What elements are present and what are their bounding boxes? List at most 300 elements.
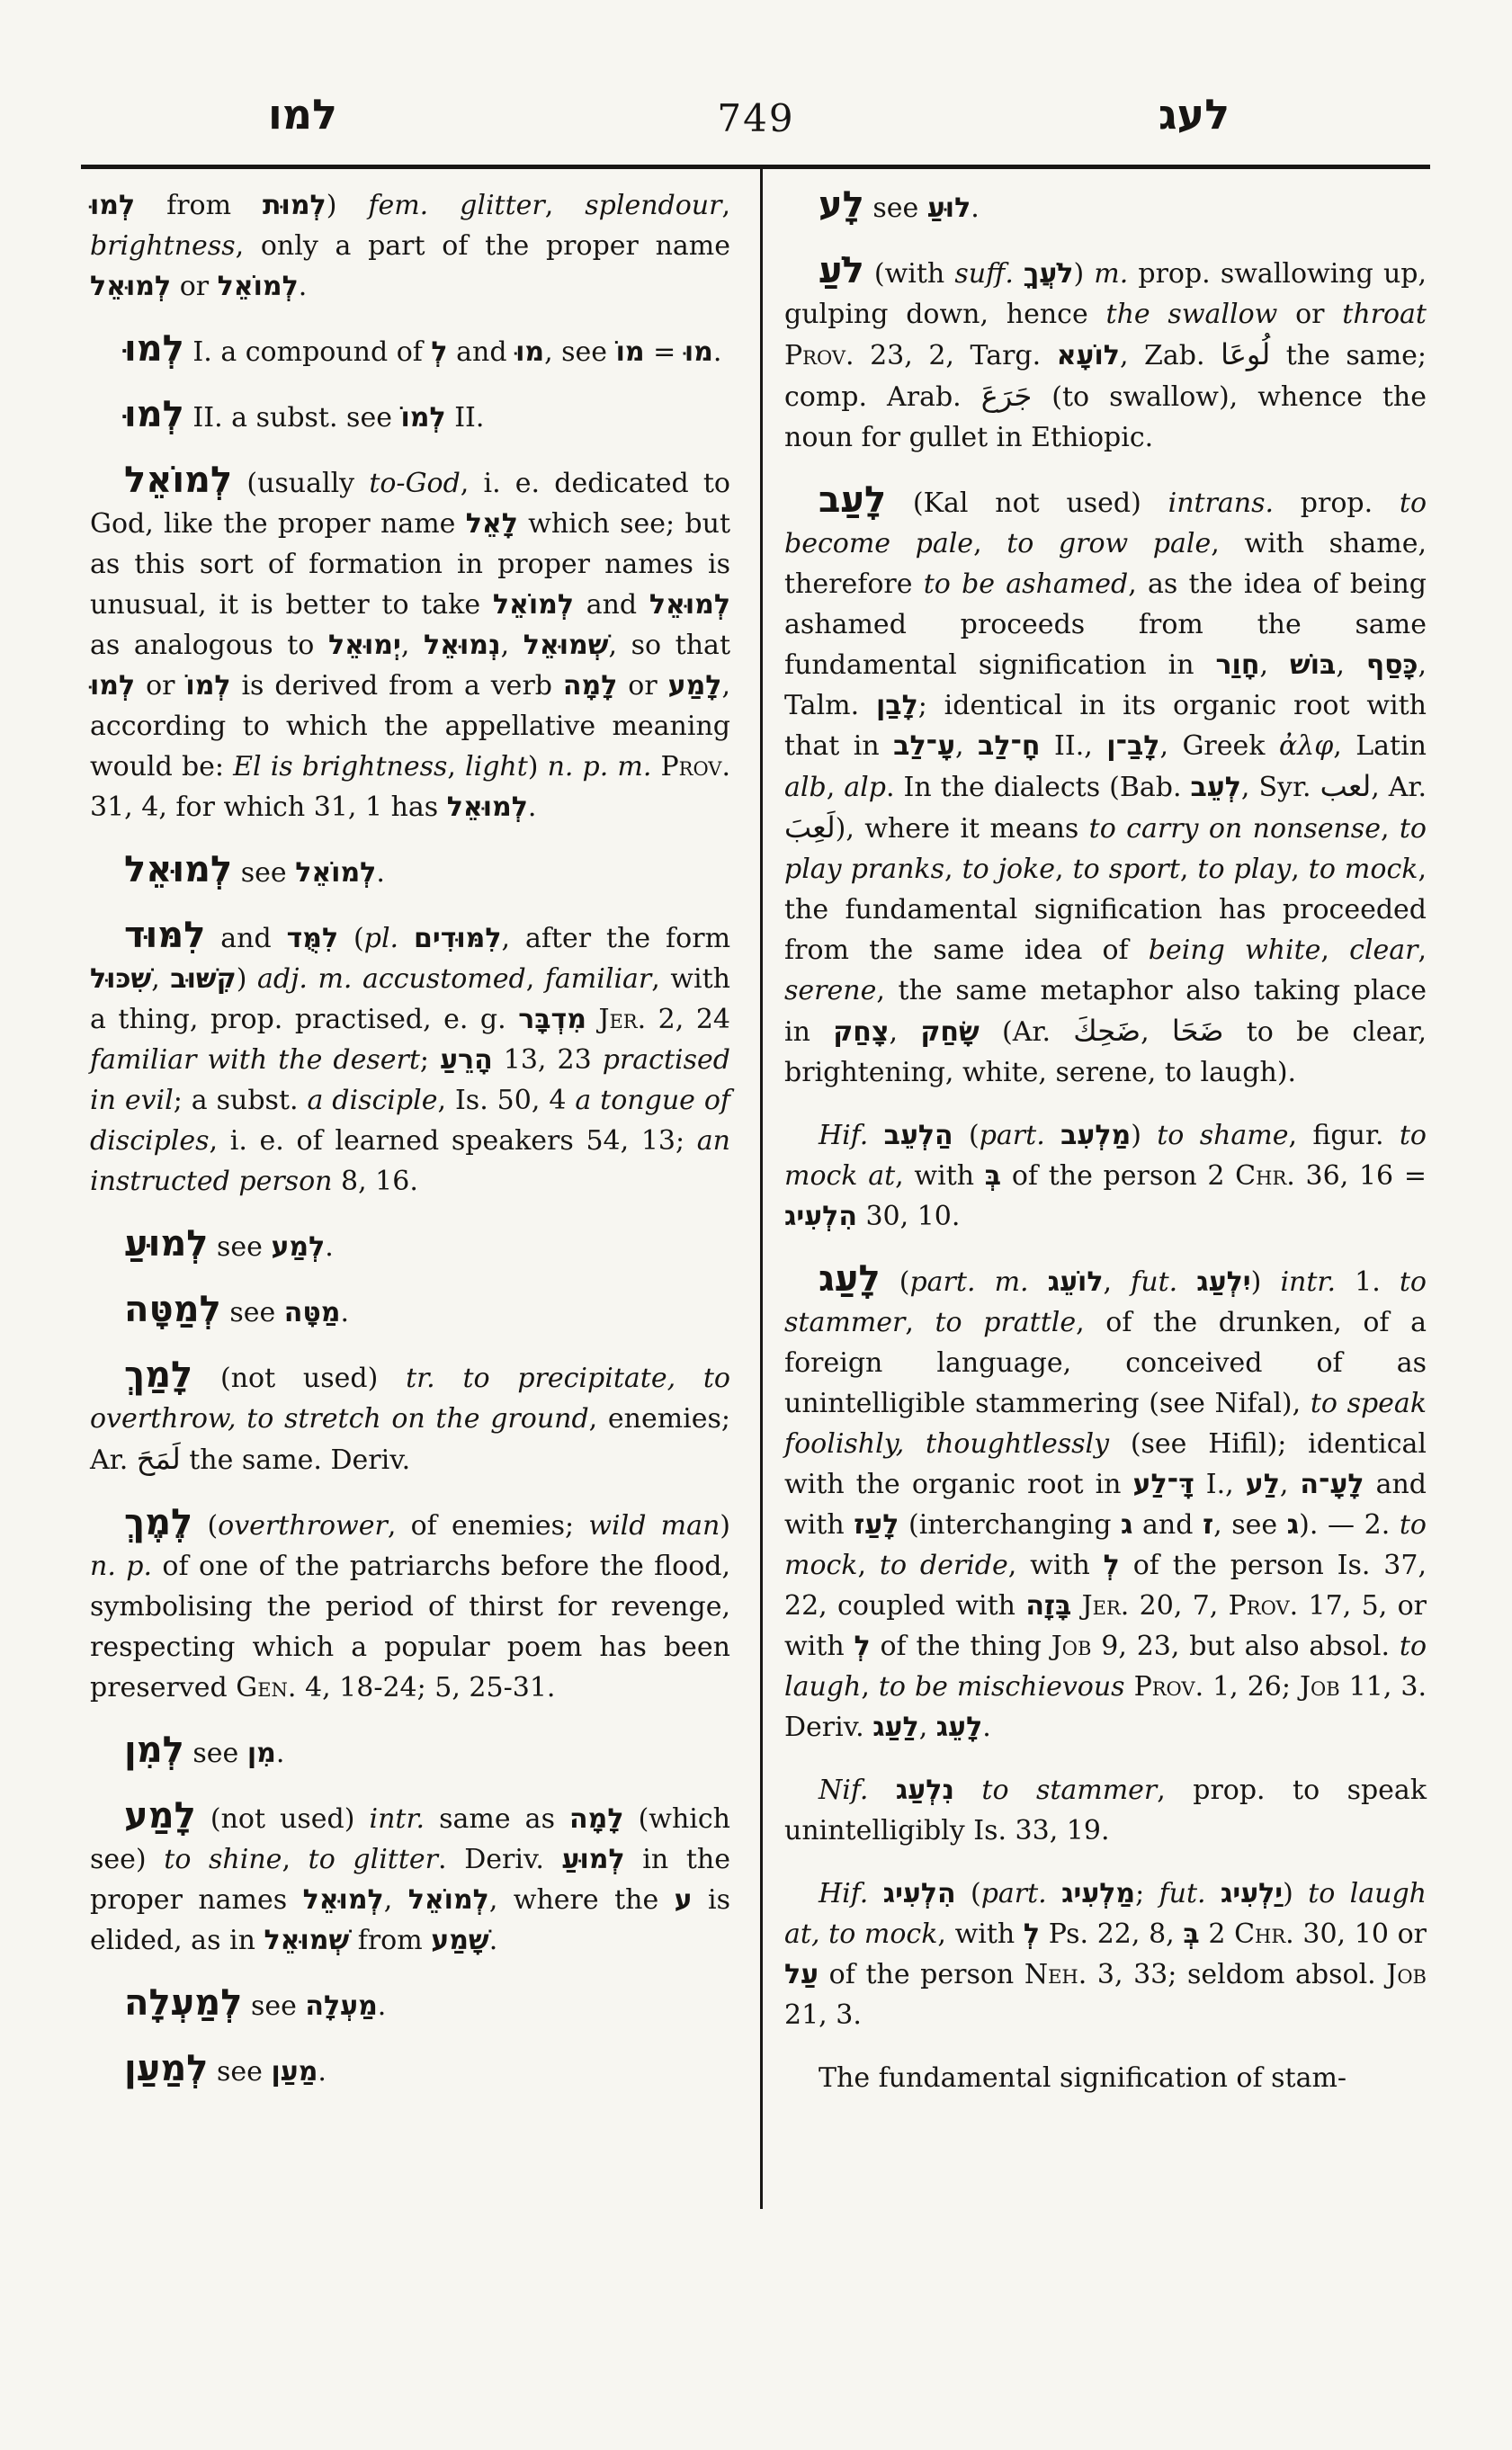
hebrew-text: לַע	[1245, 1469, 1280, 1500]
dictionary-entry	[784, 1115, 1427, 1237]
reference-abbrev: Neh.	[1024, 1959, 1087, 1990]
hebrew-text: מִן	[246, 1738, 276, 1769]
body-text	[1125, 1671, 1134, 1703]
hebrew-text: עָ־לַב	[893, 730, 956, 762]
body-text: or	[171, 271, 218, 302]
body-text: 9, 23, but also absol.	[1091, 1631, 1400, 1662]
body-text: (see Hifil); identical with the organic root in	[784, 1428, 1427, 1500]
hebrew-text: ג	[1286, 1509, 1300, 1541]
dictionary-entry	[90, 395, 730, 438]
hebrew-text: לוֹעָא	[1056, 340, 1120, 371]
body-text: ;	[419, 1044, 441, 1076]
hebrew-headword: לְמַטָּה	[124, 1289, 221, 1330]
body-text: .	[275, 1738, 285, 1769]
hebrew-text: כָּסַף	[1365, 649, 1418, 681]
italic-text: light	[465, 751, 528, 782]
italic-text: wild man	[588, 1510, 720, 1542]
hebrew-text: מוּ	[684, 336, 713, 368]
body-text: (Kal not used)	[886, 487, 1168, 519]
italic-text: intrans.	[1168, 487, 1275, 519]
body-text: . Deriv.	[438, 1844, 562, 1875]
italic-text: suff.	[954, 258, 1014, 290]
body-text: , Zab.	[1119, 340, 1221, 371]
hebrew-text: מוֹ	[615, 336, 645, 368]
reference-abbrev: Prov.	[1133, 1671, 1204, 1703]
italic-text: to become pale	[784, 487, 1427, 559]
hebrew-text: לְמוֹאֵל	[217, 271, 299, 302]
body-text: 4, 18-24; 5, 25-31.	[296, 1672, 556, 1703]
body-text: .	[971, 192, 980, 224]
body-text: see	[242, 1990, 306, 2022]
body-text: of the person Is. 37, 22, coupled with	[784, 1550, 1427, 1622]
hebrew-text: בְּ	[984, 1160, 1002, 1192]
italic-text: alb	[784, 772, 827, 803]
body-text: of one of the patriarchs before the flood, symbolising the period of thirst for revenge, respecting which a popular poem has been preserved	[90, 1551, 730, 1703]
dictionary-entry	[90, 1503, 730, 1708]
header-rule	[81, 165, 1430, 169]
dictionary-entry	[90, 1355, 730, 1480]
body-text: ,	[1291, 854, 1309, 885]
body-text: , Is. 50, 4	[437, 1085, 576, 1116]
body-text: 30, 10 or	[1293, 1918, 1427, 1950]
body-text: 21, 3.	[784, 1999, 862, 2031]
body-text: , Greek	[1159, 730, 1279, 762]
page-number: 749	[717, 96, 795, 140]
right-column	[784, 185, 1427, 2098]
body-text: )	[1250, 1266, 1281, 1298]
hebrew-headword: לִמּוּד	[124, 915, 206, 956]
body-text: )	[720, 1510, 730, 1542]
body-text: from	[135, 190, 264, 221]
hebrew-text: לְמוּת	[263, 190, 327, 221]
hebrew-text: לֹעֲךָ	[1024, 258, 1074, 290]
italic-text: intr.	[1280, 1266, 1336, 1298]
dictionary-entry	[90, 1224, 730, 1267]
hebrew-text: לְמוּאֵל	[302, 1884, 384, 1916]
body-text: , Syr.	[1240, 772, 1320, 803]
body-text: )	[326, 190, 369, 221]
italic-text: an instructed person	[90, 1125, 730, 1197]
body-text: , according to which the appellative meaning would be:	[90, 670, 730, 782]
dictionary-entry	[90, 1796, 730, 1961]
body-text: ,	[889, 1016, 921, 1048]
italic-text: to carry on nonsense	[1088, 813, 1381, 845]
italic-text: to stammer	[784, 1266, 1427, 1338]
body-text: , as the idea of being ashamed proceeds from the same fundamental signification in	[784, 568, 1427, 681]
body-text: the same; comp. Arab.	[784, 340, 1427, 413]
hebrew-headword: לֶמֶךְ	[124, 1502, 193, 1543]
italic-text: Nif.	[819, 1775, 869, 1806]
hebrew-text: לְ	[1023, 1918, 1041, 1950]
body-text: 2	[1199, 1918, 1235, 1950]
body-text: (not used)	[195, 1803, 370, 1835]
body-text: of the person	[819, 1959, 1024, 1990]
body-text: is elided, as in	[90, 1884, 731, 1956]
body-text: 13, 23	[492, 1044, 603, 1076]
body-text: , see	[1213, 1509, 1287, 1541]
running-head-right-keyword: לעג	[1159, 90, 1230, 139]
hebrew-text: ג	[1121, 1509, 1133, 1541]
body-text: see	[183, 1738, 247, 1769]
body-text: , figur.	[1288, 1120, 1400, 1151]
body-text: ,	[1380, 813, 1400, 845]
hebrew-text: לָעֵג	[935, 1712, 983, 1743]
body-text: )	[1131, 1120, 1158, 1151]
italic-text: m.	[1094, 258, 1129, 290]
italic-text: practised in evil	[90, 1044, 730, 1116]
hebrew-text: בְּ	[1183, 1918, 1200, 1950]
body-text: ,	[944, 854, 962, 885]
arabic-text: ضَحِكَ	[1073, 1014, 1141, 1048]
body-text: )	[1283, 1878, 1309, 1909]
body-text	[651, 751, 660, 782]
hebrew-text: לָבַ־ן	[1106, 730, 1160, 762]
body-text: ,	[857, 1550, 880, 1581]
hebrew-text: לְמוּאֵל	[649, 589, 730, 621]
body-text: (	[192, 1510, 219, 1542]
dictionary-entry	[784, 1259, 1427, 1748]
dictionary-entry	[784, 185, 1427, 228]
body-text: (	[880, 1266, 910, 1298]
italic-text: to be ashamed	[923, 568, 1129, 600]
italic-text: Hif.	[819, 1120, 869, 1151]
body-text: 17, 5, or with	[784, 1590, 1427, 1662]
body-text: from	[349, 1925, 432, 1956]
body-text: see	[863, 192, 927, 224]
italic-text: fut.	[1159, 1878, 1206, 1909]
hebrew-text: שְׁמוּאֵל	[523, 630, 609, 661]
hebrew-headword: לְמוּ	[124, 328, 184, 370]
body-text: .	[325, 1231, 334, 1263]
body-text: )	[236, 963, 257, 995]
arabic-text: لعب	[1320, 769, 1372, 803]
body-text: which see; but as this sort of formation in proper names is unusual, it is better to take	[90, 508, 730, 621]
body-text	[1071, 1590, 1081, 1622]
italic-text: El is brightness	[233, 751, 448, 782]
body-text: (Ar.	[979, 1016, 1074, 1048]
body-text: , Ar.	[1371, 772, 1427, 803]
reference-abbrev: Jer.	[1081, 1590, 1130, 1622]
italic-text: to mock	[784, 1509, 1427, 1581]
italic-text: part. m.	[909, 1266, 1029, 1298]
hebrew-text: לַעַג	[872, 1712, 919, 1743]
body-text	[398, 923, 414, 954]
hebrew-text: דָּ־לַע	[1132, 1469, 1194, 1500]
body-text: see	[208, 1231, 272, 1263]
italic-text: alp	[844, 772, 886, 803]
reference-abbrev: Job	[1051, 1631, 1092, 1662]
body-text: see	[208, 2056, 272, 2088]
arabic-text: لَمَحَ	[136, 1442, 181, 1476]
italic-text: splendour	[585, 190, 722, 221]
italic-text: brightness	[90, 230, 236, 262]
hebrew-text: לָעַז	[854, 1509, 899, 1541]
running-head	[0, 83, 1512, 155]
hebrew-text: הִלְעִיג	[784, 1201, 857, 1232]
body-text: .	[318, 2056, 327, 2088]
italic-text: intr.	[369, 1803, 425, 1835]
hebrew-text: לְ	[1103, 1550, 1120, 1581]
hebrew-text: הַלְעֵב	[883, 1120, 953, 1151]
body-text: and	[447, 336, 516, 368]
body-text: I.,	[1194, 1469, 1246, 1500]
hebrew-text: לְמוֹ	[185, 670, 231, 702]
body-text: ,	[383, 1884, 408, 1916]
reference-abbrev: Job	[1386, 1959, 1427, 1990]
body-text: 11, 3. Deriv.	[784, 1671, 1427, 1743]
italic-text: tr. to precipitate, to overthrow, to stretch on the ground	[90, 1363, 730, 1435]
body-text: to be clear, brightening, white, serene, to laugh).	[784, 1016, 1427, 1088]
italic-text: to shame	[1157, 1120, 1289, 1151]
body-text: , after the form	[501, 923, 731, 954]
hebrew-text: יַלְעִיג	[1220, 1878, 1284, 1909]
body-text: ,	[918, 1712, 936, 1743]
body-text: 36, 16 =	[1294, 1160, 1427, 1192]
body-text	[1014, 258, 1024, 290]
italic-text: n. p.	[90, 1551, 153, 1582]
body-text	[1177, 1266, 1196, 1298]
body-text: ,	[500, 630, 523, 661]
body-text: 1, 26;	[1203, 1671, 1300, 1703]
hebrew-text: לָאֵל	[465, 508, 518, 540]
body-text: ,	[1141, 1016, 1172, 1048]
arabic-text: لُوعَا	[1221, 337, 1271, 371]
italic-text: to laugh	[784, 1631, 1427, 1703]
dictionary-entry	[90, 850, 730, 893]
hebrew-text: לְעֵב	[1190, 772, 1241, 803]
body-text: ,	[151, 963, 171, 995]
body-text: .	[377, 1990, 387, 2022]
dictionary-entry	[90, 1983, 730, 2026]
hebrew-headword: לְמוּאֵל	[124, 849, 233, 890]
body-text: .	[340, 1297, 350, 1328]
body-text: ,	[1336, 649, 1366, 681]
reference-abbrev: Jer.	[598, 1004, 647, 1035]
body-text	[1029, 1266, 1048, 1298]
italic-text: to mock at	[784, 1120, 1427, 1192]
hebrew-text: יִלְעַג	[1196, 1266, 1251, 1298]
body-text: 20, 7,	[1129, 1590, 1229, 1622]
body-text	[868, 1878, 882, 1909]
hebrew-text: בּוֹשׁ	[1289, 649, 1337, 681]
body-text: of the thing	[870, 1631, 1051, 1662]
body-text: , i. e. dedicated to God, like the proper name	[90, 468, 730, 540]
italic-text: to stammer	[981, 1775, 1158, 1806]
italic-text: to mock	[1308, 854, 1418, 885]
italic-text: part.	[979, 1120, 1045, 1151]
body-text: ,	[1320, 934, 1350, 966]
body-text: , with	[937, 1918, 1024, 1950]
italic-text: to-God	[369, 468, 461, 499]
hebrew-headword: לְמוֹאֵל	[124, 460, 233, 501]
dictionary-entry	[784, 1770, 1427, 1851]
body-text: (with	[863, 258, 955, 290]
hebrew-text: לְמוֹאֵל	[492, 589, 574, 621]
italic-text: familiar with the desert	[90, 1044, 420, 1076]
body-text	[868, 1120, 883, 1151]
body-text: 1.	[1336, 1266, 1400, 1298]
hebrew-text: לָמָה	[562, 670, 618, 702]
body-text: 23, 2, Targ.	[854, 340, 1057, 371]
dictionary-entry	[90, 2049, 730, 2092]
italic-text: throat	[1342, 299, 1427, 330]
body-text: and	[205, 923, 287, 954]
italic-text: to speak foolishly, thoughtlessly	[784, 1388, 1427, 1460]
hebrew-text: לְמוּאֵל	[90, 271, 172, 302]
italic-text: to be mischievous	[878, 1671, 1125, 1703]
body-text: ,	[905, 1307, 935, 1338]
body-text: 30, 10.	[856, 1201, 961, 1232]
body-text	[1206, 1878, 1221, 1909]
left-column	[90, 185, 730, 2092]
hebrew-text: לוּעַ	[926, 192, 971, 224]
body-text: , only a part of the proper name	[235, 230, 730, 262]
hebrew-text: ז	[1203, 1509, 1214, 1541]
greek-text: ἀλφ	[1278, 730, 1334, 762]
body-text: as analogous to	[90, 630, 328, 661]
italic-text: to play	[1197, 854, 1292, 885]
body-text: .	[488, 1925, 498, 1956]
hebrew-text: לִמּוּדִים	[414, 923, 502, 954]
hebrew-text: לְמוֹאֵל	[407, 1884, 489, 1916]
italic-text: to joke	[962, 854, 1056, 885]
hebrew-headword: לָמַךְ	[124, 1355, 193, 1396]
italic-text: to grow pale	[1007, 528, 1212, 559]
body-text: (which see)	[90, 1803, 730, 1875]
dictionary-entry	[784, 2058, 1427, 2098]
body-text: , enemies; Ar.	[90, 1403, 730, 1476]
body-text: or	[1277, 299, 1343, 330]
italic-text: familiar	[544, 963, 652, 995]
hebrew-text: מוּ	[515, 336, 545, 368]
hebrew-headword: לָע	[819, 184, 864, 226]
reference-abbrev: Job	[1300, 1671, 1340, 1703]
body-text: of the person 2	[1001, 1160, 1236, 1192]
body-text: prop. swallowing up, gulping down, hence	[784, 258, 1427, 330]
italic-text: to play pranks	[784, 813, 1427, 885]
body-text: see	[220, 1297, 284, 1328]
hebrew-text: לוֹעֵג	[1047, 1266, 1104, 1298]
italic-text: overthrower	[218, 1510, 388, 1542]
dictionary-entry	[90, 460, 730, 827]
hebrew-text: מַעַן	[271, 2056, 318, 2088]
italic-text: the swallow	[1105, 299, 1278, 330]
body-text: II.,	[1040, 730, 1107, 762]
body-text: , i. e. of learned speakers 54, 13;	[209, 1125, 697, 1157]
body-text: =	[644, 336, 684, 368]
body-text: , of the drunken, of a foreign language, conceived of as unintelligible stammering (see Nifal),	[784, 1307, 1427, 1419]
body-text: ,	[721, 190, 731, 221]
hebrew-text: לְ	[431, 336, 448, 368]
hebrew-text: מִדְבָּר	[518, 1004, 586, 1035]
body-text: , the fundamental signification has proceeded from the same idea of	[784, 854, 1427, 966]
body-text: ,	[955, 730, 979, 762]
body-text	[954, 1775, 981, 1806]
body-text: , with shame, therefore	[784, 528, 1427, 600]
body-text: and with	[784, 1469, 1427, 1541]
hebrew-headword: לָמַע	[124, 1795, 196, 1837]
hebrew-text: עַל	[784, 1959, 819, 1990]
italic-text: adj. m. accustomed	[256, 963, 526, 995]
body-text: (	[953, 1120, 980, 1151]
hebrew-text: צָחַק	[833, 1016, 890, 1048]
body-text: same as	[425, 1803, 570, 1835]
body-text: is derived from a verb	[230, 670, 563, 702]
dictionary-entry	[784, 1873, 1427, 2035]
dictionary-entry	[784, 251, 1427, 458]
hebrew-headword: לָעַב	[819, 479, 887, 521]
body-text: 3, 33; seldom absol.	[1087, 1959, 1387, 1990]
body-text: (not used)	[192, 1363, 407, 1394]
hebrew-text: הִלְעִיג	[882, 1878, 956, 1909]
hebrew-text: שְׁמוּאֵל	[264, 1925, 350, 1956]
hebrew-text: בָּזָה	[1025, 1590, 1072, 1622]
hebrew-text: לָמָה	[569, 1803, 624, 1835]
body-text: ,	[1259, 649, 1290, 681]
body-text: , Talm.	[784, 649, 1427, 721]
body-text: ;	[1135, 1878, 1159, 1909]
body-text: , of enemies;	[387, 1510, 589, 1542]
dictionary-entry	[90, 185, 730, 307]
hebrew-text: לְמוּאֵל	[446, 791, 528, 823]
body-text: see	[232, 857, 296, 889]
body-text: , where the	[488, 1884, 675, 1916]
body-text: , see	[544, 336, 616, 368]
hebrew-text: שָׁמַע	[431, 1925, 489, 1956]
body-text: . In the dialects (Bab.	[885, 772, 1191, 803]
reference-abbrev: Gen.	[236, 1672, 297, 1703]
hebrew-text: שִׁכּוּל	[90, 963, 152, 995]
reference-abbrev: Prov.	[1228, 1590, 1299, 1622]
body-text: ,	[826, 772, 845, 803]
body-text: ; a subst.	[173, 1085, 308, 1116]
italic-text: pl.	[363, 923, 399, 954]
body-text: ,	[1103, 1266, 1132, 1298]
italic-text: to glitter	[308, 1844, 439, 1875]
hebrew-text: לִמֻּד	[286, 923, 339, 954]
hebrew-text: נְמוּאֵל	[423, 630, 501, 661]
column-divider	[760, 167, 763, 2209]
italic-text: to sport	[1072, 854, 1180, 885]
hebrew-text: מַטָּה	[283, 1297, 341, 1328]
italic-text: fut.	[1131, 1266, 1178, 1298]
body-text: ,	[1055, 854, 1073, 885]
body-text: ,	[544, 190, 586, 221]
hebrew-text: לְמַע	[271, 1231, 326, 1263]
running-head-left-keyword: למו	[268, 90, 337, 139]
arabic-text: ضَحَا	[1171, 1014, 1224, 1048]
body-text: , with	[1007, 1550, 1104, 1581]
body-text: the same. Deriv.	[180, 1444, 411, 1476]
body-text: ). — 2.	[1299, 1509, 1400, 1541]
body-text: or	[135, 670, 186, 702]
body-text: , Latin	[1333, 730, 1427, 762]
italic-text: clear	[1349, 934, 1418, 966]
italic-text: being white	[1148, 934, 1321, 966]
body-text: .	[376, 857, 385, 889]
hebrew-text: לָבַן	[875, 690, 918, 721]
body-text: ,	[1179, 854, 1198, 885]
body-text: , prop. to speak unintelligibly Is. 33, 19.	[784, 1775, 1427, 1846]
body-text: ,	[861, 1671, 879, 1703]
body-text: )	[527, 751, 548, 782]
dictionary-entry	[784, 480, 1427, 1093]
body-text: , the same metaphor also taking place in	[784, 975, 1427, 1048]
body-text: ,	[1418, 934, 1427, 966]
hebrew-text: לְמוֹאֵל	[295, 857, 377, 889]
hebrew-text: לְמוּ	[90, 190, 136, 221]
arabic-text: جَرَعَ	[980, 379, 1033, 413]
